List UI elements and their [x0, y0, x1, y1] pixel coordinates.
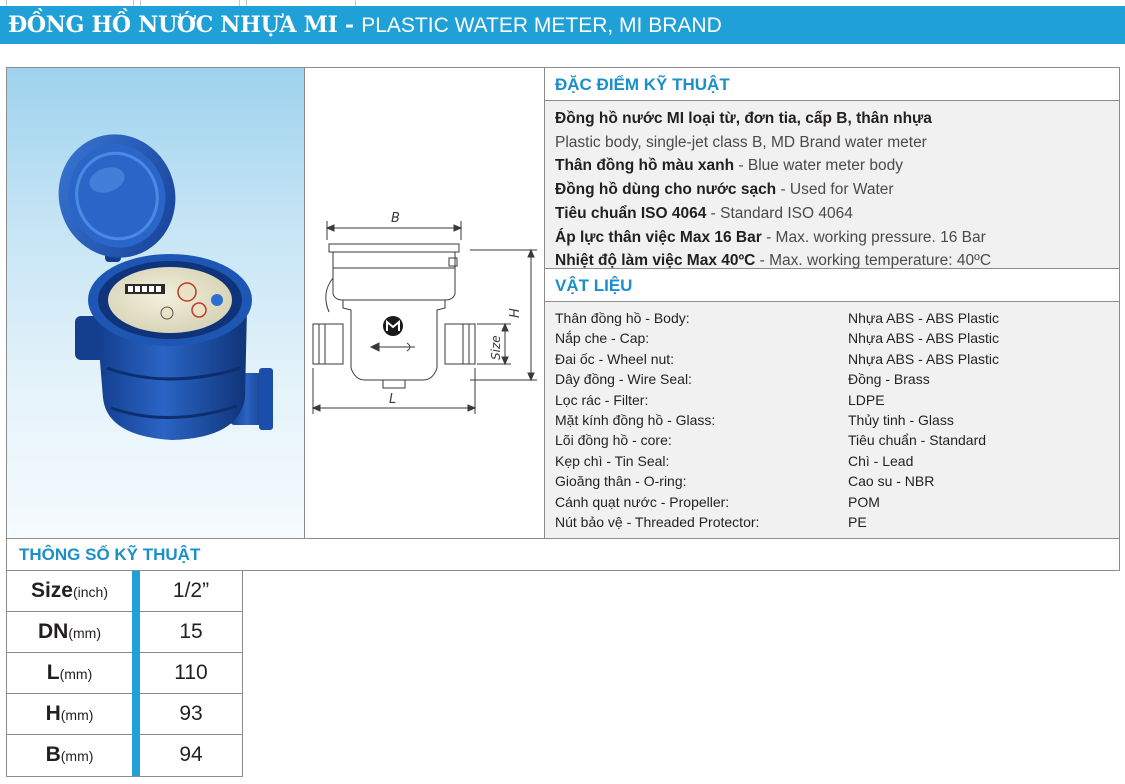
info-column	[545, 68, 1119, 538]
table-row: B(mm) 94	[7, 735, 242, 776]
table-row: L(mm) 110	[7, 653, 242, 694]
accent-bar	[132, 653, 140, 694]
feature-line: Nhiệt độ làm việc Max 40ºC - Max. working temperature: 40ºC	[555, 252, 992, 270]
product-photo	[7, 68, 305, 538]
material-row: Nút bảo vệ - Threaded Protector: PE	[555, 513, 867, 530]
material-row: Dây đồng - Wire Seal: Đồng - Brass	[555, 371, 930, 388]
material-row: Mặt kính đồng hồ - Glass: Thủy tinh - Glass	[555, 411, 954, 428]
dimension-label-size: Size	[489, 335, 503, 360]
specs-heading: THÔNG SỐ KỸ THUẬT	[6, 539, 1120, 571]
material-row: Cánh quạt nước - Propeller: POM	[555, 493, 880, 510]
page-title-english: PLASTIC WATER METER, MI BRAND	[361, 14, 722, 37]
accent-bar	[132, 571, 140, 612]
feature-line: Tiêu chuẩn ISO 4064 - Standard ISO 4064	[555, 204, 853, 222]
dimension-label-h: H	[508, 308, 523, 318]
material-row: Đai ốc - Wheel nut: Nhựa ABS - ABS Plastic	[555, 350, 999, 367]
accent-bar	[132, 694, 140, 735]
feature-line: Đồng hồ dùng cho nước sạch - Used for Water	[555, 181, 894, 199]
material-row: Nắp che - Cap: Nhựa ABS - ABS Plastic	[555, 330, 999, 347]
accent-bar	[132, 735, 140, 776]
table-row: DN(mm) 15	[7, 612, 242, 653]
material-row: Thân đồng hồ - Body: Nhựa ABS - ABS Plastic	[555, 310, 999, 326]
dimension-label-l: L	[389, 392, 397, 407]
feature-line: Thân đồng hồ màu xanh - Blue water meter body	[555, 157, 903, 175]
feature-line: Plastic body, single-jet class B, MD Brand water meter	[555, 133, 927, 151]
feature-line: Đồng hồ nước MI loại từ, đơn tia, cấp B, thân nhựa	[555, 110, 932, 127]
feature-line: Áp lực thân việc Max 16 Bar - Max. working pressure. 16 Bar	[555, 228, 986, 246]
water-meter-photo-icon	[7, 68, 305, 538]
page-title-vietnamese: ĐỒNG HỒ NƯỚC NHỰA MI -	[8, 12, 362, 38]
material-row: Kẹp chì - Tin Seal: Chì - Lead	[555, 452, 914, 469]
material-row: Lõi đồng hồ - core: Tiêu chuẩn - Standard	[555, 432, 987, 449]
page-title	[0, 6, 1125, 44]
material-row: Gioăng thân - O-ring: Cao su - NBR	[555, 473, 935, 490]
table-row: Size(inch) 1/2”	[7, 571, 242, 612]
meter-dimension-drawing-icon	[305, 68, 545, 538]
materials-heading: VẬT LIỆU	[545, 269, 1119, 302]
material-row: Lọc rác - Filter: LDPE	[555, 391, 885, 408]
materials-list	[545, 302, 1119, 538]
product-spec-table	[6, 67, 1120, 539]
dimension-label-b: B	[391, 211, 400, 226]
features-heading: ĐẶC ĐIỂM KỸ THUẬT	[545, 68, 1119, 101]
dimension-drawing	[305, 68, 545, 538]
accent-bar	[132, 612, 140, 653]
features-list	[545, 101, 1119, 269]
size-table	[6, 571, 243, 777]
table-row: H(mm) 93	[7, 694, 242, 735]
